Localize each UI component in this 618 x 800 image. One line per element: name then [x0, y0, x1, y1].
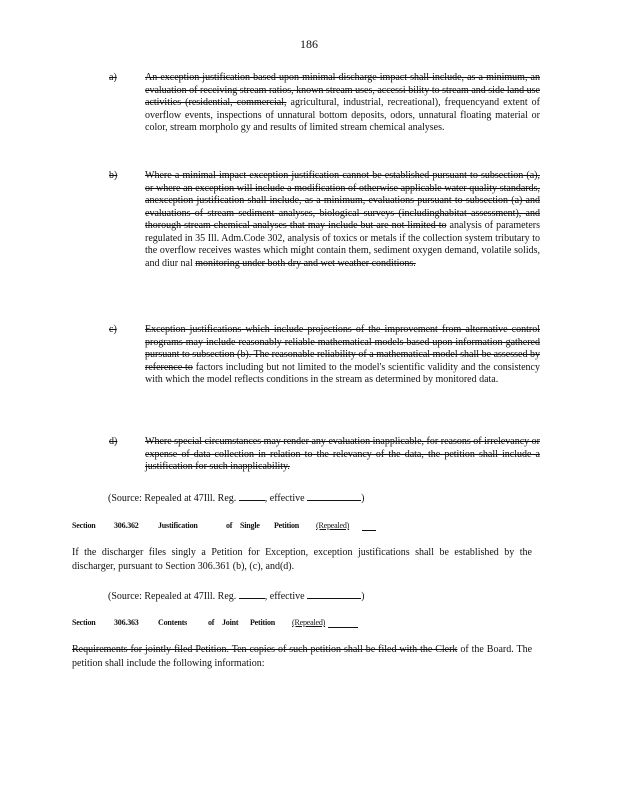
section-306-363-title-2: of — [208, 618, 215, 627]
section-306-362-title-3: Single — [240, 521, 260, 530]
source-note-2-prefix: (Source: Repealed at 47Ill. Reg. — [108, 591, 237, 602]
paragraph-d-label: d) — [109, 436, 118, 447]
source-note-2-middle: , effective — [264, 591, 305, 602]
section-306-362-number: 306.362 — [114, 521, 139, 530]
paragraph-c-label: c) — [109, 324, 117, 335]
paragraph-c-text: factors including but not limited to the model's scientific validity and the consistency with which the model reflects conditions in the stream as determined by monitored data. — [145, 361, 540, 385]
paragraph-a — [109, 72, 541, 135]
section-306-363-title-4: Petition — [250, 618, 276, 627]
paragraph-a-struck-text: An exception justification based upon minimal discharge impact shall include, as a minimum, an evaluation of receiving stream ratios, known stream uses, accessi bility to stream and side land use activities (residential, commercial, — [145, 72, 540, 108]
section-306-362-title-4: Petition — [274, 521, 300, 530]
joint-petition-struck-text: Requirements for jointly filed Petition. Ten copies of such petition shall be filed with the Clerk — [72, 644, 458, 655]
paragraph-c-struck-text: Exception justifications which include projections of the improvement from alternative control programs may include reasonably reliable mathematical models based upon information gathered pursuant to subsection (b). The reasonable reliability of a mathematical model shall be assessed by reference to — [145, 324, 540, 373]
section-306-362-title-1: Justification — [158, 521, 198, 530]
source-note-1-prefix: (Source: Repealed at 47Ill. Reg. — [108, 493, 237, 504]
source-note-2-suffix: ) — [361, 591, 365, 602]
section-306-363-status: (Repealed) — [292, 618, 326, 627]
source-note-1-suffix: ) — [361, 493, 365, 504]
joint-petition-text — [72, 643, 532, 671]
section-306-362-heading — [72, 521, 382, 533]
source-note-1-reg-blank — [239, 491, 265, 501]
section-306-363-heading — [72, 618, 372, 630]
section-306-363-title-1: Contents — [158, 618, 188, 627]
paragraph-b — [109, 170, 541, 270]
section-306-362-status: (Repealed) — [316, 521, 350, 530]
section-306-363-number: 306.363 — [114, 618, 139, 627]
source-note-2 — [108, 589, 364, 602]
paragraph-a-text: agricultural, industrial, recreational), frequencyand extent of overflow events, inspections of unnatural bottom deposits, odors, unnatural floating material or color, stream morpholo gy and results of limited stream chemical analyses. — [145, 97, 541, 133]
paragraph-d-struck-text: Where special circumstances may render any evaluation inapplicable, for reasons of irrelevancy or expense of data collection in relation to the relevancy of the data, the petition shall include a justification for such inapplicability. — [145, 436, 540, 472]
source-note-1-middle: , effective — [264, 493, 305, 504]
section-306-362-title-2: of — [226, 521, 233, 530]
paragraph-b-struck-text: Where a minimal impact exception justification cannot be established pursuant to subsection (a), or where an exception will include a modification of otherwise applicable water quality standards, anexception justification shall include, as a minimum, evaluations pursuant to subsection (a) and evaluations of stream sediment analyses, biological surveys (includinghabitat assessment), and thorough stream chemical analyses that may include but are not limited to — [145, 170, 540, 231]
section-306-362-underline-tail — [362, 530, 376, 531]
page-number: 186 — [300, 37, 318, 51]
joint-petition-rest-text: of the Board. The petition shall include the following information: — [72, 644, 533, 669]
source-note-1-date-blank — [307, 491, 361, 501]
paragraph-b-text: analysis of parameters regulated in 35 Ill. Adm.Code 302, analysis of toxics or metals if the collection system tributary to the overflow receives wastes which might contain them, sediment oxygen demand, volatile solids, and diur nal — [145, 220, 541, 269]
section-306-363-word: Section — [72, 618, 96, 627]
section-306-363-underline-tail — [328, 627, 358, 628]
paragraph-a-label: a) — [109, 72, 117, 83]
paragraph-c — [109, 324, 540, 387]
single-petition-text: If the discharger files singly a Petition for Exception, exception justifications shall be established by the discharger, pursuant to Section 306.361 (b), (c), and(d). — [72, 547, 532, 572]
source-note-2-date-blank — [307, 589, 361, 599]
source-note-2-reg-blank — [239, 589, 265, 599]
paragraph-b-struck-end: monitoring under both dry and wet weather conditions. — [195, 257, 416, 269]
paragraph-b-label: b) — [109, 170, 118, 181]
section-306-362-word: Section — [72, 521, 96, 530]
paragraph-d — [109, 436, 540, 474]
source-note-1 — [108, 491, 364, 504]
section-306-363-title-3: Joint — [222, 618, 239, 627]
